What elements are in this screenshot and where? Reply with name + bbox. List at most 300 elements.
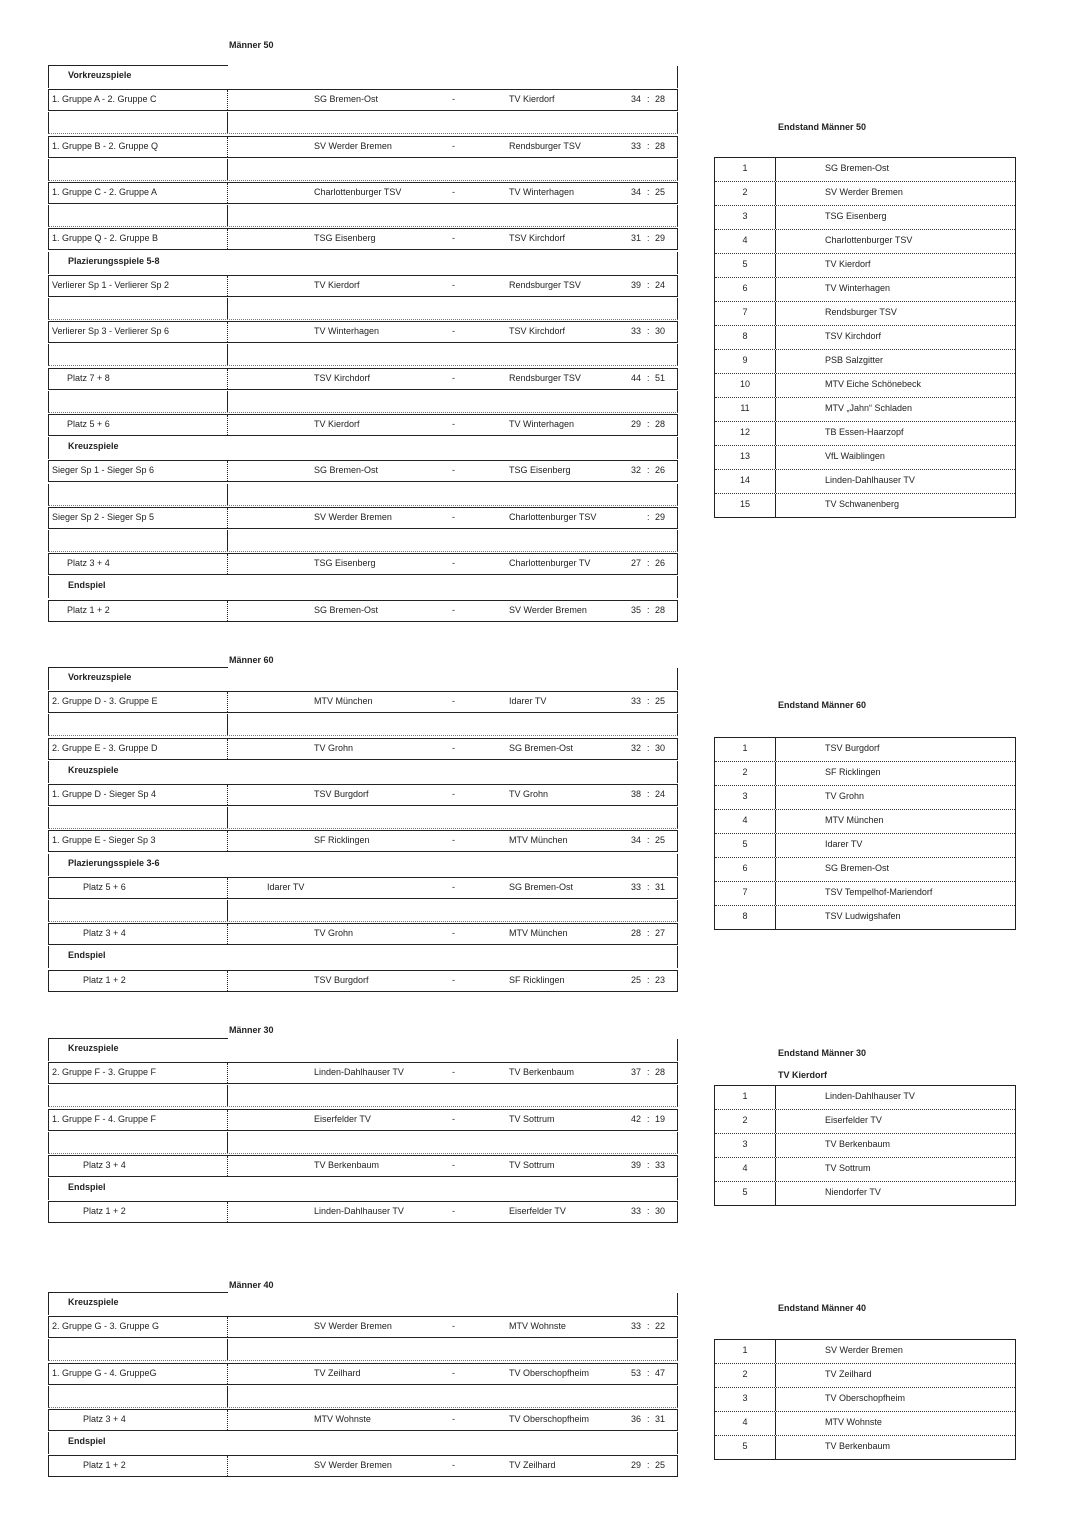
standings-row bbox=[715, 494, 1015, 517]
score-home: 32 bbox=[630, 465, 641, 476]
column-divider bbox=[227, 1156, 228, 1176]
spacer-row bbox=[48, 807, 678, 829]
score-colon: : bbox=[647, 140, 650, 151]
section-header bbox=[48, 576, 678, 598]
column-divider bbox=[227, 1456, 228, 1476]
score-colon: : bbox=[647, 1414, 650, 1424]
standings-rank: 3 bbox=[742, 1139, 748, 1149]
section-header bbox=[48, 1178, 678, 1200]
score-home: 33 bbox=[630, 696, 641, 707]
away-team: SF Ricklingen bbox=[509, 974, 565, 985]
standings-row bbox=[715, 882, 1015, 906]
column-divider bbox=[227, 391, 228, 412]
dash-separator: - bbox=[452, 1067, 455, 1078]
score-home: 53 bbox=[630, 1367, 641, 1378]
standings-table bbox=[714, 737, 1016, 930]
standings-team: SG Bremen-Ost bbox=[825, 863, 890, 873]
home-team: SV Werder Bremen bbox=[314, 511, 392, 522]
home-team: TSV Kirchdorf bbox=[314, 372, 371, 383]
away-team: TSV Kirchdorf bbox=[509, 233, 566, 244]
score-home: 34 bbox=[630, 835, 641, 846]
match-description: 1. Gruppe G - 4. GruppeG bbox=[52, 1367, 157, 1378]
dash-separator: - bbox=[452, 1367, 455, 1378]
match-row bbox=[48, 830, 678, 852]
column-divider bbox=[775, 1086, 776, 1109]
standings-team: TV Kierdorf bbox=[825, 259, 871, 269]
score-home: 34 bbox=[630, 94, 641, 105]
dash-separator: - bbox=[452, 1206, 455, 1217]
home-team: TSG Eisenberg bbox=[314, 233, 376, 244]
score-colon: : bbox=[647, 1113, 650, 1124]
column-divider bbox=[227, 831, 228, 851]
column-divider bbox=[775, 1436, 776, 1459]
home-team: SV Werder Bremen bbox=[314, 140, 392, 151]
dash-separator: - bbox=[452, 558, 455, 569]
standings-row bbox=[715, 834, 1015, 858]
match-row bbox=[48, 460, 678, 482]
section-label: Kreuzspiele bbox=[68, 1043, 119, 1053]
away-team: MTV Wohnste bbox=[509, 1321, 566, 1332]
away-team: SG Bremen-Ost bbox=[509, 881, 574, 892]
standings-team: Linden-Dahlhauser TV bbox=[825, 1091, 915, 1101]
dash-separator: - bbox=[452, 511, 455, 522]
column-divider bbox=[227, 344, 228, 365]
match-description: Platz 5 + 6 bbox=[67, 419, 110, 429]
match-row bbox=[48, 136, 678, 158]
column-divider bbox=[775, 906, 776, 929]
score-home: 36 bbox=[630, 1414, 641, 1424]
column-divider bbox=[775, 158, 776, 181]
match-row bbox=[48, 784, 678, 806]
score-away: 47 bbox=[655, 1367, 666, 1378]
column-divider bbox=[775, 398, 776, 421]
match-row bbox=[48, 507, 678, 529]
home-team: Linden-Dahlhauser TV bbox=[314, 1206, 404, 1217]
column-divider bbox=[227, 1386, 228, 1407]
score-colon: : bbox=[647, 1160, 650, 1170]
score-away: 51 bbox=[655, 372, 666, 383]
standings-rank: 2 bbox=[742, 1115, 748, 1125]
match-description: Platz 5 + 6 bbox=[83, 881, 126, 892]
column-divider bbox=[227, 785, 228, 805]
home-team: TV Kierdorf bbox=[314, 279, 360, 290]
match-row bbox=[48, 1155, 678, 1177]
column-divider bbox=[227, 1364, 228, 1384]
match-row bbox=[48, 1062, 678, 1084]
match-row bbox=[48, 553, 678, 575]
standings-rank: 4 bbox=[742, 815, 748, 825]
column-divider bbox=[775, 1158, 776, 1181]
score-colon: : bbox=[647, 742, 650, 753]
score-home: 39 bbox=[630, 279, 641, 290]
away-team: Rendsburger TSV bbox=[509, 372, 581, 383]
column-divider bbox=[227, 112, 228, 133]
column-divider bbox=[227, 1132, 228, 1153]
standings-team: TV Winterhagen bbox=[825, 283, 891, 293]
section-header bbox=[48, 1432, 678, 1454]
standings-row bbox=[715, 1388, 1015, 1412]
dash-separator: - bbox=[452, 835, 455, 846]
score-home: 31 bbox=[630, 233, 641, 244]
standings-row bbox=[715, 1110, 1015, 1134]
match-row bbox=[48, 1316, 678, 1338]
match-row bbox=[48, 228, 678, 250]
home-team: MTV München bbox=[314, 696, 373, 707]
standings-team: Linden-Dahlhauser TV bbox=[825, 475, 915, 485]
spacer-row bbox=[48, 1132, 678, 1154]
match-row bbox=[48, 321, 678, 343]
match-description: 1. Gruppe Q - 2. Gruppe B bbox=[52, 233, 159, 244]
standings-row bbox=[715, 1340, 1015, 1364]
standings-rank: 6 bbox=[742, 283, 748, 293]
standings-rank: 4 bbox=[742, 1417, 748, 1427]
score-away: 29 bbox=[655, 233, 666, 244]
column-divider bbox=[227, 159, 228, 180]
standings-rank: 14 bbox=[739, 475, 750, 485]
dash-separator: - bbox=[452, 742, 455, 753]
block-title: Männer 30 bbox=[229, 1025, 274, 1035]
column-divider bbox=[227, 1110, 228, 1130]
away-team: TV Oberschopfheim bbox=[509, 1414, 590, 1424]
standings-row bbox=[715, 278, 1015, 302]
column-divider bbox=[775, 810, 776, 833]
score-colon: : bbox=[647, 419, 650, 429]
away-team: TV Kierdorf bbox=[509, 94, 555, 105]
home-team: TSG Eisenberg bbox=[314, 558, 376, 569]
column-divider bbox=[227, 554, 228, 574]
standings-row bbox=[715, 1086, 1015, 1110]
column-divider bbox=[775, 858, 776, 881]
score-home: 33 bbox=[630, 881, 641, 892]
column-divider bbox=[775, 254, 776, 277]
match-description: Sieger Sp 2 - Sieger Sp 5 bbox=[52, 511, 155, 522]
standings-team: SG Bremen-Ost bbox=[825, 163, 890, 173]
standings-rank: 5 bbox=[742, 1441, 748, 1451]
section-header bbox=[48, 66, 678, 88]
column-divider bbox=[227, 971, 228, 991]
column-divider bbox=[775, 1364, 776, 1387]
match-row bbox=[48, 877, 678, 899]
column-divider bbox=[775, 278, 776, 301]
score-away: 24 bbox=[655, 279, 666, 290]
column-divider bbox=[227, 807, 228, 828]
spacer-row bbox=[48, 900, 678, 922]
column-divider bbox=[775, 738, 776, 761]
standings-row bbox=[715, 326, 1015, 350]
score-away: 28 bbox=[655, 94, 666, 105]
standings-rank: 15 bbox=[739, 499, 750, 509]
dash-separator: - bbox=[452, 372, 455, 383]
standings-row bbox=[715, 206, 1015, 230]
score-colon: : bbox=[647, 604, 650, 615]
column-divider bbox=[775, 302, 776, 325]
standings-row bbox=[715, 810, 1015, 834]
score-colon: : bbox=[647, 1367, 650, 1378]
score-colon: : bbox=[647, 279, 650, 290]
score-away: 25 bbox=[655, 835, 666, 846]
column-divider bbox=[227, 714, 228, 735]
match-description: Sieger Sp 1 - Sieger Sp 6 bbox=[52, 465, 155, 476]
standings-team: SF Ricklingen bbox=[825, 767, 881, 777]
standings-row bbox=[715, 786, 1015, 810]
column-divider bbox=[227, 924, 228, 944]
column-divider bbox=[775, 326, 776, 349]
dash-separator: - bbox=[452, 1414, 455, 1424]
score-away: 26 bbox=[655, 558, 666, 569]
section-header bbox=[48, 854, 678, 876]
score-away: 33 bbox=[655, 1160, 666, 1170]
section-label: Plazierungsspiele 5-8 bbox=[68, 255, 160, 266]
standings-row bbox=[715, 158, 1015, 182]
score-colon: : bbox=[647, 94, 650, 105]
standings-team: TV Berkenbaum bbox=[825, 1441, 891, 1451]
score-away: 30 bbox=[655, 326, 666, 337]
column-divider bbox=[775, 834, 776, 857]
score-home: 25 bbox=[630, 974, 641, 985]
score-home: 39 bbox=[630, 1160, 641, 1170]
score-colon: : bbox=[647, 558, 650, 569]
column-divider bbox=[775, 1134, 776, 1157]
dash-separator: - bbox=[452, 94, 455, 105]
away-team: TV Sottrum bbox=[509, 1160, 555, 1170]
score-colon: : bbox=[647, 696, 650, 707]
standings-team: Idarer TV bbox=[825, 839, 863, 849]
standings-team: Rendsburger TSV bbox=[825, 307, 897, 317]
column-divider bbox=[227, 601, 228, 621]
column-divider bbox=[775, 350, 776, 373]
standings-team: MTV Wohnste bbox=[825, 1417, 882, 1427]
standings-team: VfL Waiblingen bbox=[825, 451, 885, 461]
standings-team: Eiserfelder TV bbox=[825, 1115, 882, 1125]
match-row bbox=[48, 275, 678, 297]
column-divider bbox=[227, 322, 228, 342]
match-description: Platz 3 + 4 bbox=[83, 1160, 126, 1170]
away-team: TV Winterhagen bbox=[509, 187, 575, 197]
column-divider bbox=[227, 508, 228, 528]
standings-team: PSB Salzgitter bbox=[825, 355, 884, 365]
standings-rank: 4 bbox=[742, 235, 748, 245]
standings-table bbox=[714, 157, 1016, 518]
score-away: 28 bbox=[655, 1067, 666, 1078]
column-divider bbox=[227, 183, 228, 203]
score-colon: : bbox=[647, 465, 650, 476]
match-row bbox=[48, 691, 678, 713]
section-header bbox=[48, 668, 678, 690]
standings-title: Endstand Männer 40 bbox=[778, 1303, 867, 1313]
dash-separator: - bbox=[452, 1113, 455, 1124]
match-row bbox=[48, 1109, 678, 1131]
standings-rank: 10 bbox=[739, 379, 750, 389]
standings-rank: 13 bbox=[739, 451, 750, 461]
standings-team: TV Berkenbaum bbox=[825, 1139, 891, 1149]
spacer-row bbox=[48, 530, 678, 552]
standings-rank: 3 bbox=[742, 1393, 748, 1403]
match-row bbox=[48, 414, 678, 436]
column-divider bbox=[227, 1317, 228, 1337]
standings-rank: 2 bbox=[742, 767, 748, 777]
standings-rank: 1 bbox=[742, 1345, 748, 1355]
column-divider bbox=[775, 882, 776, 905]
section-label: Plazierungsspiele 3-6 bbox=[68, 857, 160, 868]
away-team: MTV München bbox=[509, 835, 568, 846]
section-label: Endspiel bbox=[68, 950, 106, 961]
column-divider bbox=[227, 90, 228, 110]
score-home: 27 bbox=[630, 558, 641, 569]
standings-team: MTV München bbox=[825, 815, 884, 825]
match-description: Platz 3 + 4 bbox=[83, 928, 126, 939]
match-row bbox=[48, 738, 678, 760]
home-team: SG Bremen-Ost bbox=[314, 604, 379, 615]
standings-team: MTV „Jahn“ Schladen bbox=[825, 403, 913, 413]
standings-row bbox=[715, 350, 1015, 374]
standings-title: Endstand Männer 60 bbox=[778, 700, 867, 710]
dash-separator: - bbox=[452, 696, 455, 707]
block-title: Männer 40 bbox=[229, 1280, 274, 1290]
dash-separator: - bbox=[452, 326, 455, 337]
match-description: Platz 1 + 2 bbox=[83, 1460, 126, 1471]
score-colon: : bbox=[647, 974, 650, 985]
home-team: TV Grohn bbox=[314, 928, 354, 939]
section-label: Kreuzspiele bbox=[68, 764, 119, 775]
standings-team: TSV Burgdorf bbox=[825, 743, 880, 753]
standings-row bbox=[715, 182, 1015, 206]
column-divider bbox=[775, 470, 776, 493]
standings-rank: 9 bbox=[742, 355, 748, 365]
away-team: TV Oberschopfheim bbox=[509, 1367, 590, 1378]
standings-rank: 8 bbox=[742, 331, 748, 341]
standings-team: TV Sottrum bbox=[825, 1163, 871, 1173]
match-row bbox=[48, 600, 678, 622]
dash-separator: - bbox=[452, 279, 455, 290]
score-colon: : bbox=[647, 511, 650, 522]
away-team: Rendsburger TSV bbox=[509, 279, 581, 290]
away-team: TSG Eisenberg bbox=[509, 465, 571, 476]
standings-row bbox=[715, 446, 1015, 470]
column-divider bbox=[227, 1085, 228, 1106]
standings-rank: 5 bbox=[742, 259, 748, 269]
column-divider bbox=[227, 484, 228, 505]
column-divider bbox=[227, 276, 228, 296]
standings-rank: 5 bbox=[742, 1187, 748, 1197]
dash-separator: - bbox=[452, 1321, 455, 1332]
home-team: TV Berkenbaum bbox=[314, 1160, 380, 1170]
standings-rank: 2 bbox=[742, 1369, 748, 1379]
column-divider bbox=[227, 530, 228, 551]
score-away: 31 bbox=[655, 1414, 666, 1424]
section-header bbox=[48, 252, 678, 274]
spacer-row bbox=[48, 344, 678, 366]
home-team: SF Ricklingen bbox=[314, 835, 370, 846]
match-description: 1. Gruppe F - 4. Gruppe F bbox=[52, 1113, 157, 1124]
column-divider bbox=[775, 1110, 776, 1133]
dash-separator: - bbox=[452, 233, 455, 244]
standings-row bbox=[715, 1134, 1015, 1158]
standings-rank: 3 bbox=[742, 791, 748, 801]
score-home: 29 bbox=[630, 1460, 641, 1471]
section-header bbox=[48, 1293, 678, 1315]
match-description: 2. Gruppe D - 3. Gruppe E bbox=[52, 696, 158, 707]
home-team: SG Bremen-Ost bbox=[314, 465, 379, 476]
score-colon: : bbox=[647, 835, 650, 846]
column-divider bbox=[775, 206, 776, 229]
score-away: 31 bbox=[655, 881, 666, 892]
standings-team: TV Schwanenberg bbox=[825, 499, 900, 509]
standings-row bbox=[715, 1412, 1015, 1436]
away-team: TV Grohn bbox=[509, 789, 549, 799]
dash-separator: - bbox=[452, 1160, 455, 1170]
block-title: Männer 50 bbox=[229, 40, 274, 50]
away-team: TV Berkenbaum bbox=[509, 1067, 575, 1078]
standings-row bbox=[715, 738, 1015, 762]
standings-team: Charlottenburger TSV bbox=[825, 235, 913, 245]
match-description: Platz 1 + 2 bbox=[67, 604, 110, 615]
dash-separator: - bbox=[452, 974, 455, 985]
score-away: 26 bbox=[655, 465, 666, 476]
home-team: TSV Burgdorf bbox=[314, 789, 369, 799]
column-divider bbox=[775, 1340, 776, 1363]
score-away: 24 bbox=[655, 789, 666, 799]
match-description: 1. Gruppe E - Sieger Sp 3 bbox=[52, 835, 156, 846]
spacer-row bbox=[48, 159, 678, 181]
home-team: TV Kierdorf bbox=[314, 419, 360, 429]
dash-separator: - bbox=[452, 1460, 455, 1471]
standings-row bbox=[715, 762, 1015, 786]
standings-row bbox=[715, 254, 1015, 278]
standings-row bbox=[715, 422, 1015, 446]
column-divider bbox=[775, 1388, 776, 1411]
score-away: 27 bbox=[655, 928, 666, 939]
standings-title: Endstand Männer 30 bbox=[778, 1048, 867, 1058]
away-team: Rendsburger TSV bbox=[509, 140, 581, 151]
section-header bbox=[48, 946, 678, 968]
match-row bbox=[48, 1455, 678, 1477]
column-divider bbox=[227, 415, 228, 435]
spacer-row bbox=[48, 298, 678, 320]
standings-row bbox=[715, 1364, 1015, 1388]
match-description: 1. Gruppe C - 2. Gruppe A bbox=[52, 187, 158, 197]
away-team: TV Winterhagen bbox=[509, 419, 575, 429]
home-team: TV Winterhagen bbox=[314, 326, 380, 337]
standings-team: TSV Kirchdorf bbox=[825, 331, 882, 341]
column-divider bbox=[227, 137, 228, 157]
standings-rank: 4 bbox=[742, 1163, 748, 1173]
match-description: Platz 7 + 8 bbox=[67, 372, 110, 383]
score-away: 25 bbox=[655, 187, 666, 197]
spacer-row bbox=[48, 714, 678, 736]
section-header bbox=[48, 761, 678, 783]
score-home: 42 bbox=[630, 1113, 641, 1124]
column-divider bbox=[775, 494, 776, 517]
section-header bbox=[48, 437, 678, 459]
standings-team: TB Essen-Haarzopf bbox=[825, 427, 904, 437]
column-divider bbox=[775, 762, 776, 785]
home-team: MTV Wohnste bbox=[314, 1414, 371, 1424]
section-label: Endspiel bbox=[68, 580, 106, 591]
standings-rank: 6 bbox=[742, 863, 748, 873]
match-row bbox=[48, 1409, 678, 1431]
section-label: Kreuzspiele bbox=[68, 441, 119, 452]
standings-rank: 2 bbox=[742, 187, 748, 197]
column-divider bbox=[775, 1412, 776, 1435]
spacer-row bbox=[48, 484, 678, 506]
away-team: MTV München bbox=[509, 928, 568, 939]
standings-team: SV Werder Bremen bbox=[825, 1345, 903, 1355]
away-team: Charlottenburger TV bbox=[509, 558, 591, 569]
column-divider bbox=[227, 1063, 228, 1083]
section-label: Endspiel bbox=[68, 1436, 106, 1447]
section-label: Vorkreuzspiele bbox=[68, 672, 132, 682]
standings-rank: 1 bbox=[742, 163, 748, 173]
